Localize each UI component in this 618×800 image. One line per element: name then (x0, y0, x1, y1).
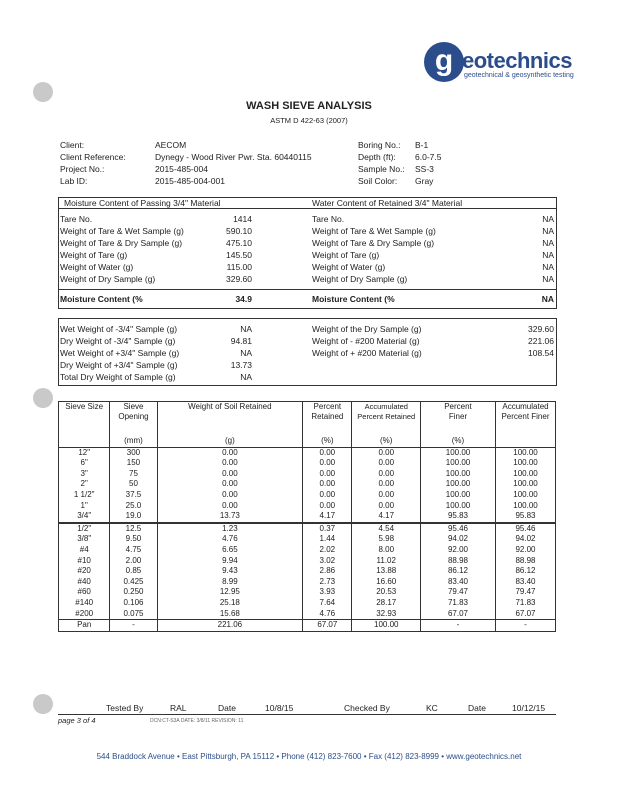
sieve-cell-opening: 9.50 (110, 534, 157, 545)
sieve-cell-accum-retained: 0.00 (352, 458, 421, 469)
sieve-cell-accum-finer: 94.02 (495, 534, 555, 545)
sieve-cell-pct-retained: 4.17 (303, 511, 352, 523)
unit-accum-retained: (%) (352, 436, 421, 447)
sieve-row (59, 620, 556, 632)
info-label: Boring No.: (358, 140, 401, 150)
sieve-cell-pct-finer: - (421, 620, 496, 632)
moisture-right-label: Tare No. (312, 214, 345, 224)
sieve-cell-accum-finer: 100.00 (495, 458, 555, 469)
sieve-cell-accum-retained: 0.00 (352, 490, 421, 501)
info-value: AECOM (155, 140, 187, 150)
sieve-cell-accum-finer: 83.40 (495, 577, 555, 588)
weight-left-value: 13.73 (230, 360, 252, 370)
sieve-cell-size: #4 (59, 545, 110, 556)
sieve-cell-weight: 0.00 (157, 490, 303, 501)
page-label: page 3 of 4 (58, 716, 96, 725)
page-title: WASH SIEVE ANALYSIS (246, 100, 372, 112)
sieve-cell-accum-retained: 0.00 (352, 469, 421, 480)
footer-address: 544 Braddock Avenue • East Pittsburgh, PA 15112 • Phone (412) 823-7600 • Fax (412) 823-8999 • www.geotechnics.net (96, 752, 522, 761)
weight-left-value: NA (240, 324, 252, 334)
sieve-cell-size: #140 (59, 598, 110, 609)
info-label: Depth (ft): (358, 152, 396, 162)
weight-left-label: Dry Weight of +3/4" Sample (g) (60, 360, 178, 370)
moisture-left-value: 115.00 (226, 262, 252, 272)
sieve-row (59, 469, 556, 480)
unit-opening: (mm) (110, 436, 157, 447)
sieve-cell-opening: 75 (110, 469, 157, 480)
moisture-right-value: NA (542, 214, 554, 224)
unit-pct-retained: (%) (303, 436, 352, 447)
info-label: Soil Color: (358, 176, 398, 186)
sieve-cell-accum-finer: 100.00 (495, 447, 555, 458)
moisture-content-right-label: Moisture Content (% (312, 294, 395, 304)
sieve-cell-pct-finer: 100.00 (421, 458, 496, 469)
sieve-cell-opening: 150 (110, 458, 157, 469)
sieve-row (59, 534, 556, 545)
sieve-cell-opening: 2.00 (110, 556, 157, 567)
sieve-cell-pct-retained: 0.00 (303, 469, 352, 480)
sieve-cell-weight: 12.95 (157, 587, 303, 598)
header-accum-retained: Accumulated Percent Retained (352, 402, 421, 437)
sieve-cell-opening: 0.250 (110, 587, 157, 598)
info-label: Lab ID: (60, 176, 88, 186)
sieve-cell-pct-retained: 0.00 (303, 458, 352, 469)
sieve-cell-pct-retained: 67.07 (303, 620, 352, 632)
sieve-cell-accum-retained: 4.17 (352, 511, 421, 523)
logo-word: eotechnics (462, 48, 572, 73)
sieve-cell-pct-retained: 2.86 (303, 566, 352, 577)
sieve-cell-pct-finer: 79.47 (421, 587, 496, 598)
sieve-cell-weight: 0.00 (157, 479, 303, 490)
sieve-cell-accum-finer: 88.98 (495, 556, 555, 567)
sieve-cell-weight: 15.68 (157, 609, 303, 620)
sieve-cell-pct-finer: 100.00 (421, 490, 496, 501)
sieve-cell-pct-finer: 92.00 (421, 545, 496, 556)
sieve-cell-accum-finer: 95.83 (495, 511, 555, 523)
weight-left-value: NA (240, 372, 252, 382)
sieve-cell-pct-retained: 0.37 (303, 523, 352, 535)
sieve-cell-weight: 9.94 (157, 556, 303, 567)
sieve-cell-weight: 0.00 (157, 469, 303, 480)
sieve-cell-pct-finer: 86.12 (421, 566, 496, 577)
sieve-cell-size: 1 1/2" (59, 490, 110, 501)
sieve-cell-accum-retained: 28.17 (352, 598, 421, 609)
info-value: 2015-485-004 (155, 164, 208, 174)
sieve-units-row (59, 436, 556, 447)
sieve-cell-weight: 0.00 (157, 501, 303, 512)
weight-left-label: Total Dry Weight of Sample (g) (60, 372, 176, 382)
sieve-row (59, 577, 556, 588)
moisture-left-label: Weight of Tare & Dry Sample (g) (60, 238, 183, 248)
sieve-row (59, 501, 556, 512)
checked-by-label: Checked By (344, 703, 390, 713)
sieve-row (59, 511, 556, 523)
header-weight-retained: Weight of Soil Retained (157, 402, 303, 437)
sieve-cell-pct-finer: 71.83 (421, 598, 496, 609)
sieve-cell-pct-finer: 94.02 (421, 534, 496, 545)
sieve-cell-pct-finer: 88.98 (421, 556, 496, 567)
moisture-left-label: Tare No. (60, 214, 93, 224)
sieve-row (59, 609, 556, 620)
weight-right-value: 329.60 (528, 324, 554, 334)
sieve-cell-accum-retained: 5.98 (352, 534, 421, 545)
unit-weight: (g) (157, 436, 303, 447)
weight-left-label: Wet Weight of +3/4" Sample (g) (60, 348, 180, 358)
sieve-cell-pct-retained: 0.00 (303, 447, 352, 458)
punch-hole-middle (33, 388, 53, 408)
sieve-row (59, 447, 556, 458)
sieve-cell-size: 3/4" (59, 511, 110, 523)
sieve-cell-size: 12" (59, 447, 110, 458)
sieve-cell-weight: 4.76 (157, 534, 303, 545)
sieve-row (59, 458, 556, 469)
moisture-left-value: 329.60 (226, 274, 252, 284)
sieve-cell-opening: 0.85 (110, 566, 157, 577)
punch-hole-top (33, 82, 53, 102)
sieve-cell-pct-retained: 3.02 (303, 556, 352, 567)
header-accum-finer: Accumulated Percent Finer (495, 402, 555, 437)
weight-right-value: 221.06 (528, 336, 554, 346)
moisture-right-label: Weight of Tare (g) (312, 250, 380, 260)
checked-by-value: KC (426, 703, 438, 713)
tested-by-label: Tested By (106, 703, 144, 713)
sieve-body (59, 447, 556, 631)
sieve-cell-opening: 0.106 (110, 598, 157, 609)
moisture-left-label: Weight of Dry Sample (g) (60, 274, 156, 284)
sieve-row (59, 587, 556, 598)
sieve-cell-opening: 19.0 (110, 511, 157, 523)
sieve-row (59, 566, 556, 577)
sieve-cell-size: 3" (59, 469, 110, 480)
sieve-cell-pct-finer: 95.83 (421, 511, 496, 523)
sieve-cell-accum-finer: 95.46 (495, 523, 555, 535)
moisture-content-rule (58, 289, 556, 290)
sieve-cell-accum-retained: 13.88 (352, 566, 421, 577)
sieve-cell-accum-retained: 0.00 (352, 447, 421, 458)
moisture-right-value: NA (542, 250, 554, 260)
sieve-cell-weight: 221.06 (157, 620, 303, 632)
sieve-cell-opening: 0.075 (110, 609, 157, 620)
sieve-cell-weight: 25.18 (157, 598, 303, 609)
sieve-cell-size: 1/2" (59, 523, 110, 535)
weight-left-label: Dry Weight of -3/4" Sample (g) (60, 336, 176, 346)
moisture-header-rule (58, 208, 556, 209)
sieve-row (59, 598, 556, 609)
sieve-cell-accum-retained: 11.02 (352, 556, 421, 567)
sieve-cell-opening: 4.75 (110, 545, 157, 556)
sieve-cell-accum-retained: 20.53 (352, 587, 421, 598)
sieve-cell-accum-retained: 100.00 (352, 620, 421, 632)
header-percent-finer: Percent Finer (421, 402, 496, 437)
info-value: Gray (415, 176, 434, 186)
moisture-left-value: 475.10 (226, 238, 252, 248)
sieve-cell-pct-retained: 2.02 (303, 545, 352, 556)
sieve-cell-accum-finer: 86.12 (495, 566, 555, 577)
sieve-cell-pct-retained: 0.00 (303, 479, 352, 490)
moisture-content-right-value: NA (541, 294, 554, 304)
sieve-cell-pct-retained: 3.93 (303, 587, 352, 598)
sieve-cell-size: 6" (59, 458, 110, 469)
moisture-right-label: Weight of Tare & Wet Sample (g) (312, 226, 436, 236)
sieve-row (59, 556, 556, 567)
sieve-cell-accum-retained: 8.00 (352, 545, 421, 556)
sieve-cell-pct-retained: 1.44 (303, 534, 352, 545)
moisture-left-value: 145.50 (226, 250, 252, 260)
sieve-cell-pct-finer: 100.00 (421, 469, 496, 480)
sieve-cell-opening: 25.0 (110, 501, 157, 512)
sieve-cell-pct-finer: 67.07 (421, 609, 496, 620)
moisture-right-header: Water Content of Retained 3/4" Material (312, 198, 463, 208)
sieve-cell-opening: 50 (110, 479, 157, 490)
info-value: B-1 (415, 140, 429, 150)
sieve-cell-pct-retained: 7.64 (303, 598, 352, 609)
unit-blank (495, 436, 555, 447)
sieve-cell-accum-retained: 32.93 (352, 609, 421, 620)
info-value: SS-3 (415, 164, 434, 174)
sieve-cell-size: #60 (59, 587, 110, 598)
weight-right-label: Weight of + #200 Material (g) (312, 348, 422, 358)
sieve-cell-weight: 9.43 (157, 566, 303, 577)
info-label: Sample No.: (358, 164, 405, 174)
sieve-cell-accum-finer: 67.07 (495, 609, 555, 620)
info-value: 6.0-7.5 (415, 152, 442, 162)
sieve-cell-pct-finer: 100.00 (421, 447, 496, 458)
sieve-cell-pct-finer: 95.46 (421, 523, 496, 535)
sieve-cell-size: #200 (59, 609, 110, 620)
info-label: Project No.: (60, 164, 105, 174)
doc-code: DCN:CT-S3A DATE: 3/8/11 REVISION: 11 (150, 718, 244, 724)
sieve-cell-pct-finer: 100.00 (421, 479, 496, 490)
moisture-left-label: Weight of Tare & Wet Sample (g) (60, 226, 184, 236)
sieve-cell-accum-retained: 4.54 (352, 523, 421, 535)
sieve-cell-weight: 0.00 (157, 458, 303, 469)
moisture-right-label: Weight of Water (g) (312, 262, 386, 272)
sieve-cell-pct-retained: 0.00 (303, 490, 352, 501)
info-value: 2015-485-004-001 (155, 176, 225, 186)
standard: ASTM D 422-63 (2007) (270, 116, 348, 125)
moisture-right-value: NA (542, 238, 554, 248)
sieve-cell-weight: 13.73 (157, 511, 303, 523)
unit-pct-finer: (%) (421, 436, 496, 447)
sieve-cell-size: #20 (59, 566, 110, 577)
sieve-cell-accum-finer: 92.00 (495, 545, 555, 556)
date1-label: Date (218, 703, 236, 713)
sieve-cell-size: 3/8" (59, 534, 110, 545)
sieve-cell-accum-finer: 100.00 (495, 490, 555, 501)
punch-hole-bottom (33, 694, 53, 714)
moisture-content-left-label: Moisture Content (% (60, 294, 143, 304)
weight-right-label: Weight of the Dry Sample (g) (312, 324, 422, 334)
sieve-cell-opening: 0.425 (110, 577, 157, 588)
sieve-cell-size: 2" (59, 479, 110, 490)
weight-right-label: Weight of - #200 Material (g) (312, 336, 420, 346)
sieve-cell-size: Pan (59, 620, 110, 632)
sieve-cell-opening: - (110, 620, 157, 632)
moisture-left-header: Moisture Content of Passing 3/4" Material (64, 198, 221, 208)
sieve-cell-accum-retained: 16.60 (352, 577, 421, 588)
sieve-cell-weight: 1.23 (157, 523, 303, 535)
sieve-cell-accum-finer: - (495, 620, 555, 632)
logo-g-icon: g (424, 42, 464, 82)
sieve-cell-pct-finer: 83.40 (421, 577, 496, 588)
sieve-cell-pct-retained: 2.73 (303, 577, 352, 588)
sieve-cell-weight: 6.65 (157, 545, 303, 556)
sieve-cell-accum-finer: 100.00 (495, 469, 555, 480)
moisture-left-label: Weight of Water (g) (60, 262, 134, 272)
moisture-content-left-value: 34.9 (235, 294, 252, 304)
weight-left-value: NA (240, 348, 252, 358)
moisture-left-value: 590.10 (226, 226, 252, 236)
unit-blank (59, 436, 110, 447)
sieve-row (59, 490, 556, 501)
moisture-left-value: 1414 (233, 214, 252, 224)
moisture-section (58, 197, 557, 309)
header-sieve-size: Sieve Size (59, 402, 110, 437)
sieve-cell-accum-finer: 71.83 (495, 598, 555, 609)
weight-right-value: 108.54 (528, 348, 554, 358)
date2-label: Date (468, 703, 486, 713)
sieve-row (59, 545, 556, 556)
moisture-right-value: NA (542, 274, 554, 284)
sieve-cell-weight: 0.00 (157, 447, 303, 458)
date2-value: 10/12/15 (512, 703, 546, 713)
sieve-cell-weight: 8.99 (157, 577, 303, 588)
sieve-cell-accum-finer: 79.47 (495, 587, 555, 598)
sieve-cell-accum-finer: 100.00 (495, 501, 555, 512)
sieve-cell-pct-retained: 0.00 (303, 501, 352, 512)
sieve-cell-opening: 300 (110, 447, 157, 458)
tested-by-value: RAL (170, 703, 187, 713)
sieve-cell-opening: 37.5 (110, 490, 157, 501)
sieve-cell-size: #10 (59, 556, 110, 567)
sieve-cell-accum-retained: 0.00 (352, 501, 421, 512)
sieve-cell-accum-retained: 0.00 (352, 479, 421, 490)
info-value: Dynegy - Wood River Pwr. Sta. 60440115 (155, 152, 312, 162)
sieve-cell-pct-finer: 100.00 (421, 501, 496, 512)
logo-tagline: geotechnical & geosynthetic testing (464, 72, 574, 79)
sieve-row (59, 523, 556, 535)
sieve-table (58, 401, 556, 632)
sieve-cell-accum-finer: 100.00 (495, 479, 555, 490)
header-percent-retained: Percent Retained (303, 402, 352, 437)
signoff-rule (58, 714, 556, 715)
sieve-cell-opening: 12.5 (110, 523, 157, 535)
moisture-right-value: NA (542, 262, 554, 272)
sieve-header-row (59, 402, 556, 437)
moisture-right-label: Weight of Tare & Dry Sample (g) (312, 238, 435, 248)
moisture-left-label: Weight of Tare (g) (60, 250, 128, 260)
sieve-row (59, 479, 556, 490)
info-label: Client Reference: (60, 152, 126, 162)
moisture-right-value: NA (542, 226, 554, 236)
header-sieve-opening: Sieve Opening (110, 402, 157, 437)
info-label: Client: (60, 140, 85, 150)
weight-left-label: Wet Weight of -3/4" Sample (g) (60, 324, 178, 334)
sieve-cell-pct-retained: 4.76 (303, 609, 352, 620)
weight-left-value: 94.81 (230, 336, 252, 346)
date1-value: 10/8/15 (265, 703, 294, 713)
sieve-cell-size: #40 (59, 577, 110, 588)
moisture-right-label: Weight of Dry Sample (g) (312, 274, 408, 284)
sieve-cell-size: 1" (59, 501, 110, 512)
